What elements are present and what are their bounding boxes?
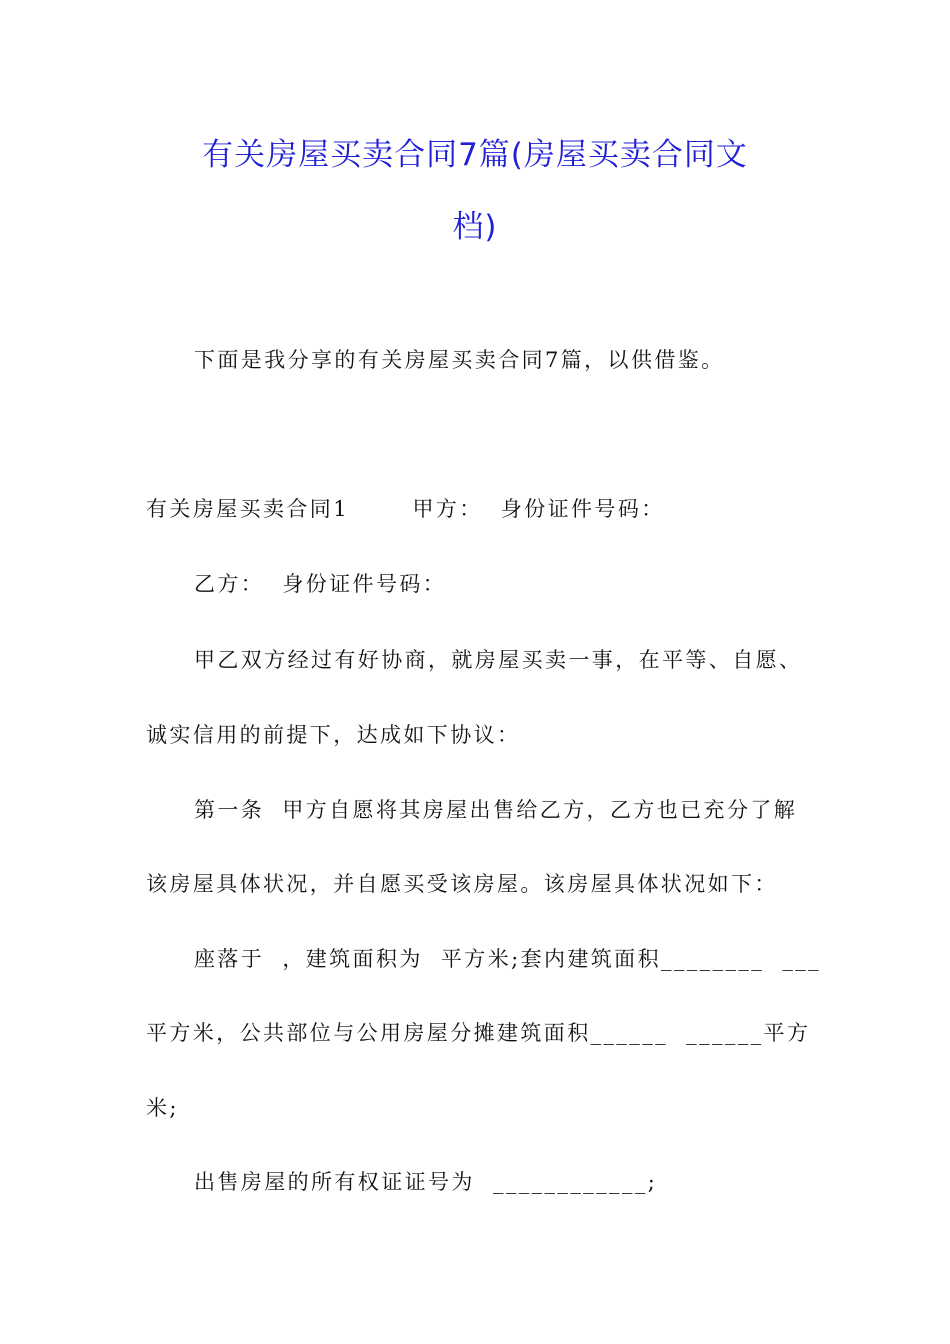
party-b-line: 乙方： 身份证件号码： — [194, 572, 447, 596]
document-title-line-1: 有关房屋买卖合同7篇(房屋买卖合同文 — [202, 137, 748, 173]
body-line: 甲乙双方经过有好协商，就房屋买卖一事，在平等、自愿、 — [194, 648, 803, 672]
body-line: 座落于 ，建筑面积为 平方米;套内建筑面积________ ___ — [194, 947, 822, 971]
body-line: 该房屋具体状况，并自愿买受该房屋。该房屋具体状况如下： — [146, 872, 778, 896]
body-line: 诚实信用的前提下，达成如下协议： — [146, 723, 521, 747]
article-one-line: 第一条 甲方自愿将其房屋出售给乙方，乙方也已充分了解 — [194, 798, 798, 822]
body-line: 米; — [146, 1096, 179, 1120]
contract-heading-party-a: 有关房屋买卖合同1 甲方： 身份证件号码： — [146, 497, 665, 521]
intro-paragraph: 下面是我分享的有关房屋买卖合同7篇，以供借鉴。 — [194, 348, 725, 372]
body-line: 平方米，公共部位与公用房屋分摊建筑面积______ ______平方 — [146, 1021, 811, 1045]
body-line: 出售房屋的所有权证证号为 ____________; — [194, 1170, 658, 1194]
document-title-line-2: 档) — [452, 209, 498, 245]
